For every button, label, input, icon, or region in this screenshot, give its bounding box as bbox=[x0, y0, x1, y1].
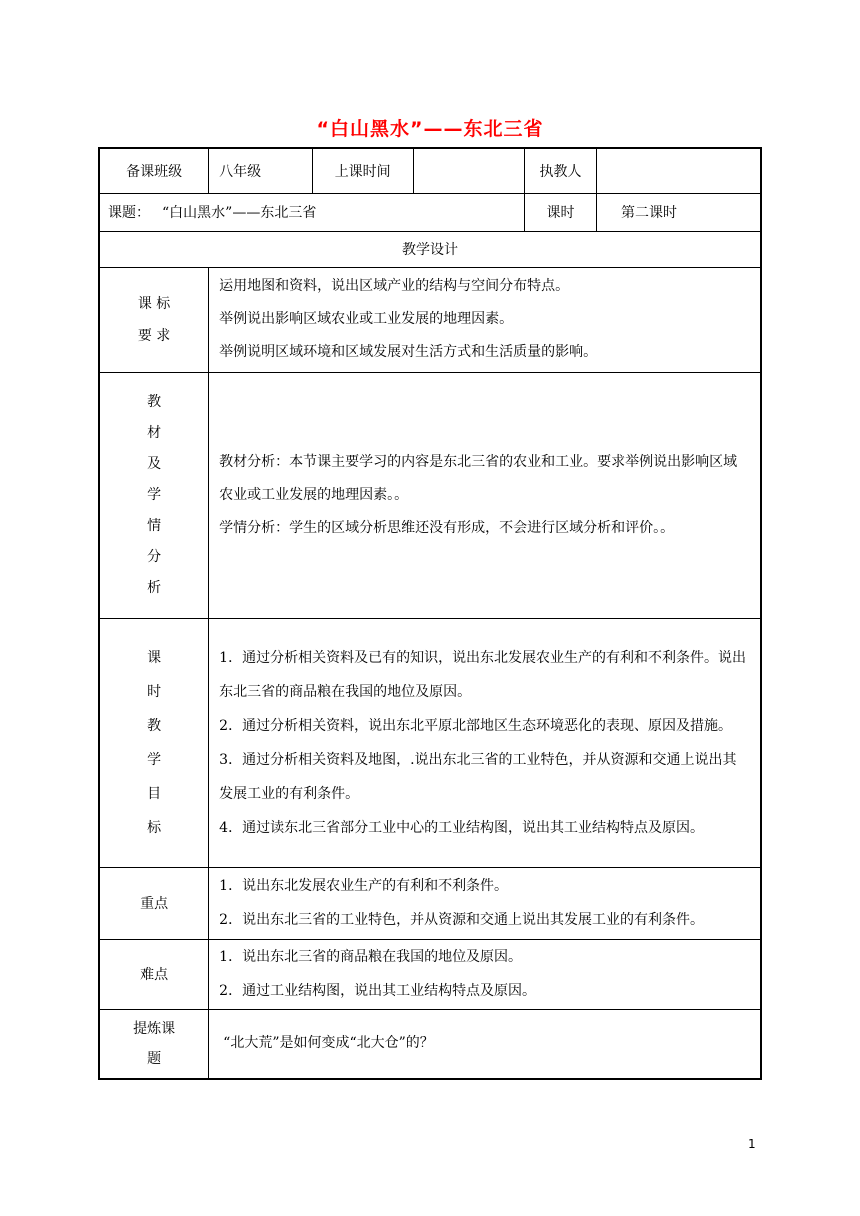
textbook-analysis: 教材分析：本节课主要学习的内容是东北三省的农业和工业。要求举例说出影响区域农业或工业发展的地理因素。。 bbox=[219, 453, 738, 503]
student-analysis: 学情分析：学生的区域分析思维还没有形成，不会进行区域分析和评价。。 bbox=[219, 519, 675, 536]
standards-row bbox=[99, 267, 761, 372]
difficulties-content bbox=[209, 939, 761, 1009]
section-row bbox=[99, 231, 761, 267]
period-value: 第二课时 bbox=[596, 193, 761, 231]
question-value: “北大荒”是如何变成“北大仓”的？ bbox=[209, 1009, 761, 1079]
lesson-plan-table bbox=[98, 147, 762, 1080]
standards-label: 课 标 要 求 bbox=[99, 267, 209, 372]
goal-item: 1．通过分析相关资料及已有的知识，说出东北发展农业生产的有利和不利条件。说出东北三省的商品粮在我国的地位及原因。 bbox=[219, 649, 747, 700]
key-points-row bbox=[99, 867, 761, 939]
goals-label: 课 时 教 学 目 标 bbox=[99, 618, 209, 867]
goal-item: 2．通过分析相关资料，说出东北平原北部地区生态环境恶化的表现、原因及措施。 bbox=[219, 717, 733, 734]
time-value bbox=[413, 148, 525, 193]
key-point-item: 1．说出东北发展农业生产的有利和不利条件。 bbox=[219, 878, 509, 894]
analysis-row bbox=[99, 372, 761, 618]
question-row bbox=[99, 1009, 761, 1079]
document-title: “白山黑水”——东北三省 bbox=[316, 118, 544, 140]
difficulty-item: 1．说出东北三省的商品粮在我国的地位及原因。 bbox=[219, 949, 523, 965]
topic-label: 课题： bbox=[108, 205, 150, 221]
topic-row bbox=[99, 193, 761, 231]
difficulties-row bbox=[99, 939, 761, 1009]
period-label: 课时 bbox=[525, 193, 597, 231]
standard-item: 举例说明区域环境和区域发展对生活方式和生活质量的影响。 bbox=[219, 344, 598, 360]
standard-item: 举例说出影响区域农业或工业发展的地理因素。 bbox=[219, 311, 514, 327]
goal-item: 4．通过读东北三省部分工业中心的工业结构图，说出其工业结构特点及原因。 bbox=[219, 819, 705, 836]
header-row bbox=[99, 148, 761, 193]
question-label: 提炼课 题 bbox=[99, 1009, 209, 1079]
standard-item: 运用地图和资料，说出区域产业的结构与空间分布特点。 bbox=[219, 278, 570, 294]
key-points-content bbox=[209, 867, 761, 939]
section-title: 教学设计 bbox=[99, 231, 761, 267]
key-point-item: 2．说出东北三省的工业特色，并从资源和交通上说出其发展工业的有利条件。 bbox=[219, 912, 705, 928]
topic-cell bbox=[99, 193, 525, 231]
teacher-value bbox=[596, 148, 761, 193]
difficulties-label: 难点 bbox=[99, 939, 209, 1009]
class-label: 备课班级 bbox=[99, 148, 209, 193]
difficulty-item: 2．通过工业结构图，说出其工业结构特点及原因。 bbox=[219, 983, 537, 999]
goals-content bbox=[209, 618, 761, 867]
topic-value: “白山黑水”——东北三省 bbox=[162, 205, 317, 221]
standards-content bbox=[209, 267, 761, 372]
class-value: 八年级 bbox=[209, 148, 313, 193]
analysis-content bbox=[209, 372, 761, 618]
page-number: 1 bbox=[748, 1137, 756, 1151]
goal-item: 3．通过分析相关资料及地图，.说出东北三省的工业特色，并从资源和交通上说出其发展工业的有利条件。 bbox=[219, 751, 737, 802]
teacher-label: 执教人 bbox=[525, 148, 597, 193]
time-label: 上课时间 bbox=[312, 148, 413, 193]
analysis-label: 教 材 及 学 情 分 析 bbox=[99, 372, 209, 618]
key-points-label: 重点 bbox=[99, 867, 209, 939]
goals-row bbox=[99, 618, 761, 867]
